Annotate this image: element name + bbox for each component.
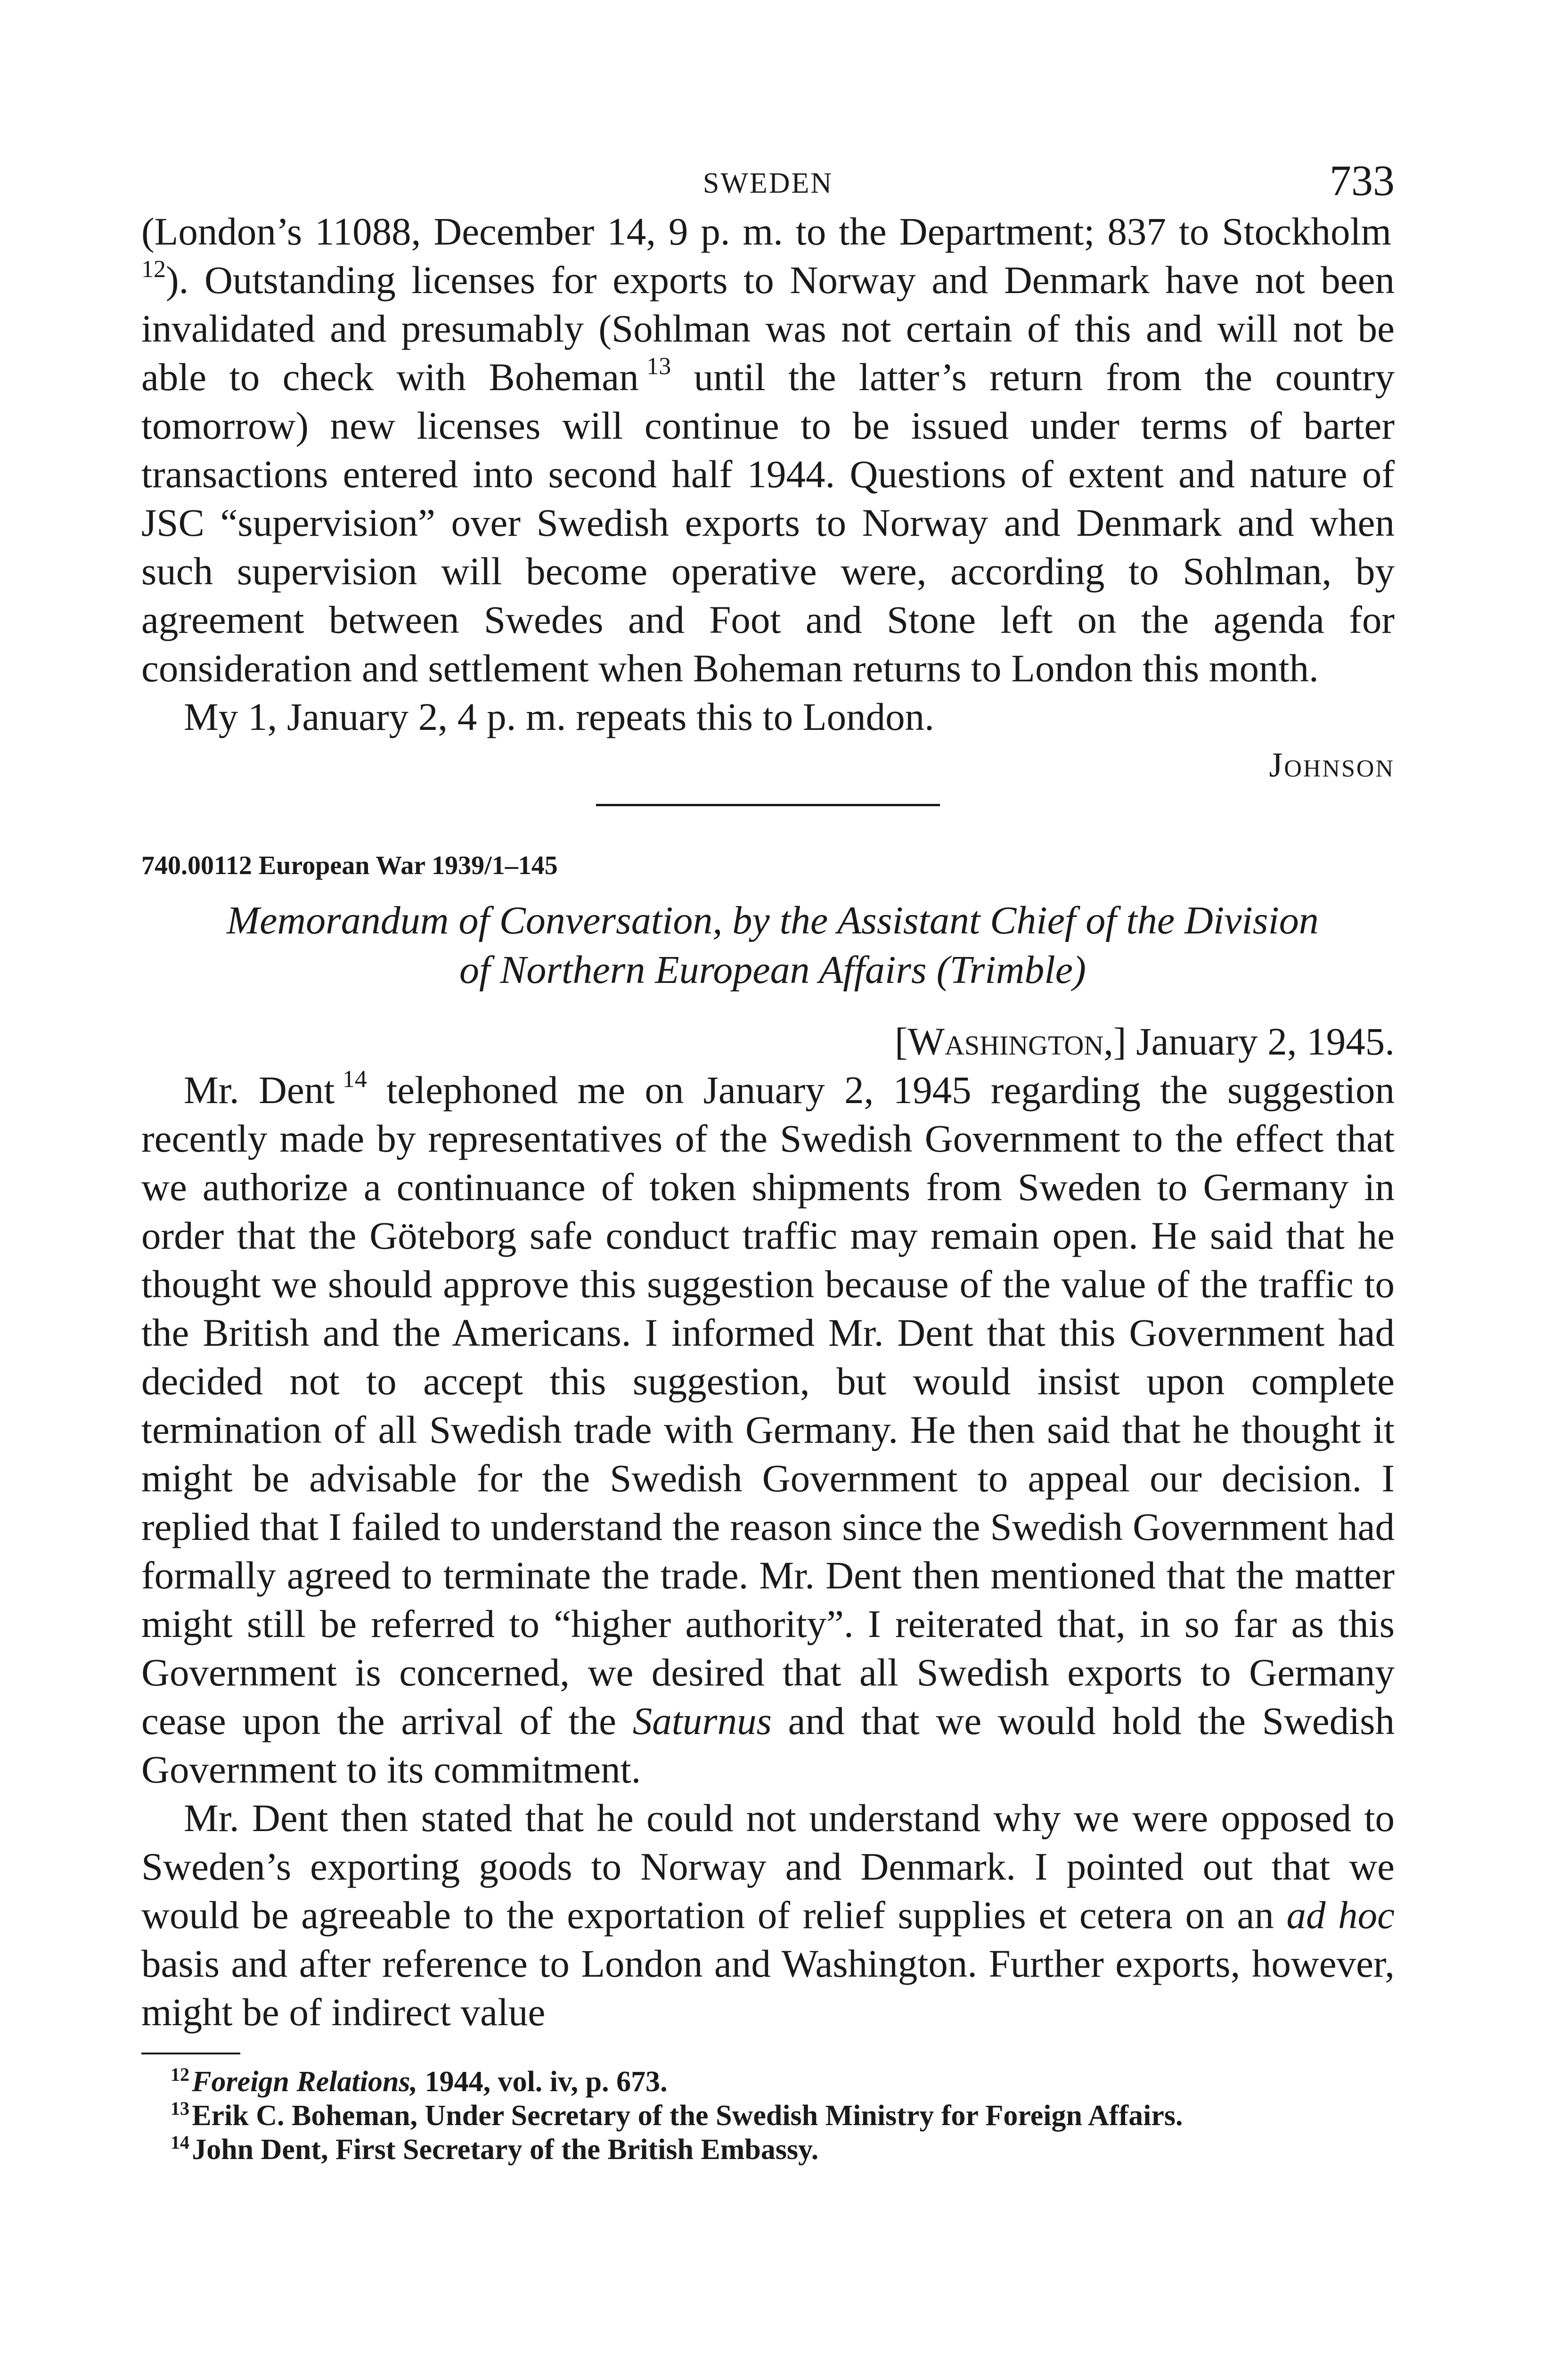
footnote-12: [141, 2065, 1395, 2099]
running-head: [141, 155, 1395, 207]
section-divider: [596, 804, 940, 806]
latin-phrase: ad hoc: [1286, 1893, 1395, 1937]
dateline: [Washington,] January 2, 1945.: [894, 1020, 1395, 1063]
footnote-number: 12: [171, 2064, 189, 2085]
footnote-ref-13: 13: [646, 353, 671, 380]
document-title-line-1: Memorandum of Conversation, by the Assistant Chief of the Division: [227, 899, 1319, 942]
signature: Johnson: [1269, 746, 1395, 785]
memo-p2-text-b: basis and after reference to London and Washington. Further exports, however, might be of indirect value: [141, 1942, 1395, 2034]
document-title: [141, 896, 1395, 995]
footnote-number: 14: [171, 2132, 189, 2153]
telegram-paragraph-2: My 1, January 2, 4 p. m. repeats this to London.: [184, 695, 934, 738]
memo-p1-text-b: telephoned me on January 2, 1945 regarding the suggestion recently made by representatives of the Swedish Government to the effect that we authorize a continuance of token shipments from Sweden to Germany in order that the Göteborg safe conduct traffic may remain open. He said that he thought we should approve this suggestion because of the value of the traffic to the British and the Americans. I informed Mr. Dent that this Government had decided not to accept this suggestion, but would insist upon complete termination of all Swedish trade with Germany. He then said that he thought it might be advisable for the Swedish Government to appeal our decision. I replied that I failed to understand the reason since the Swedish Government had formally agreed to terminate the trade. Mr. Dent then mentioned that the matter might still be referred to “higher authority”. I reiterated that, in so far as this Government is concerned, we desired that all Swedish exports to Germany cease upon the arrival of the: [141, 1068, 1395, 1742]
memo-paragraph-1: [141, 1066, 1395, 1794]
footnote-text: John Dent, First Secretary of the British Embassy.: [192, 2134, 819, 2166]
page-number: 733: [1330, 156, 1395, 205]
document-title-line-2: of Northern European Affairs (Trimble): [459, 948, 1086, 992]
footnote-ref-14: 14: [342, 1066, 367, 1093]
file-number: 740.00112 European War 1939/1–145: [141, 851, 558, 880]
footnote-ref-12: 12: [141, 256, 166, 283]
memo-paragraph-2: [141, 1794, 1395, 2037]
footnote-number: 13: [171, 2098, 189, 2119]
ship-name: Saturnus: [632, 1699, 772, 1742]
telegram-paragraph-1: [141, 207, 1395, 693]
footnote-14: [141, 2133, 1395, 2167]
memo-p1-text-a: Mr. Dent: [184, 1068, 335, 1112]
telegram-p1-text-c: until the latter’s return from the country tomorrow) new licenses will continue to be issued under terms of barter transactions entered into second half 1944. Questions of extent and nature of JSC “supervision” over Swedish exports to Norway and Denmark and when such supervision will become operative were, according to Sohlman, by agreement between Swedes and Foot and Stone left on the agenda for consideration and settlement when Boheman returns to London this month.: [141, 355, 1395, 690]
dateline-place: Washington,: [907, 1020, 1113, 1063]
footnote-italic: Foreign Relations,: [192, 2066, 418, 2098]
memo-p2-text-a: Mr. Dent then stated that he could not understand why we were opposed to Sweden’s exporting goods to Norway and Denmark. I pointed out that we would be agreeable to the exportation of relief supplies et cetera on an: [141, 1796, 1395, 1937]
document-page: [141, 155, 1395, 2167]
footnote-13: [141, 2099, 1395, 2133]
dateline-date: January 2, 1945.: [1136, 1020, 1395, 1063]
footnotes: [141, 2065, 1395, 2167]
footnote-text: 1944, vol. iv, p. 673.: [425, 2066, 668, 2098]
running-title: SWEDEN: [702, 167, 833, 199]
memo-p1-text-c: and that we would hold the Swedish Government to its commitment.: [141, 1699, 1395, 1791]
footnote-text: Erik C. Boheman, Under Secretary of the Swedish Ministry for Foreign Affairs.: [192, 2100, 1183, 2132]
footnote-divider: [141, 2053, 240, 2054]
telegram-p1-text-a: (London’s 11088, December 14, 9 p. m. to the Department; 837 to Stockholm: [141, 210, 1392, 253]
telegram-p1-text-b: ). Outstanding licenses for exports to Norway and Denmark have not been invalidated and presumably (Sohlman was not certain of this and will not be able to check with Boheman: [141, 258, 1395, 399]
